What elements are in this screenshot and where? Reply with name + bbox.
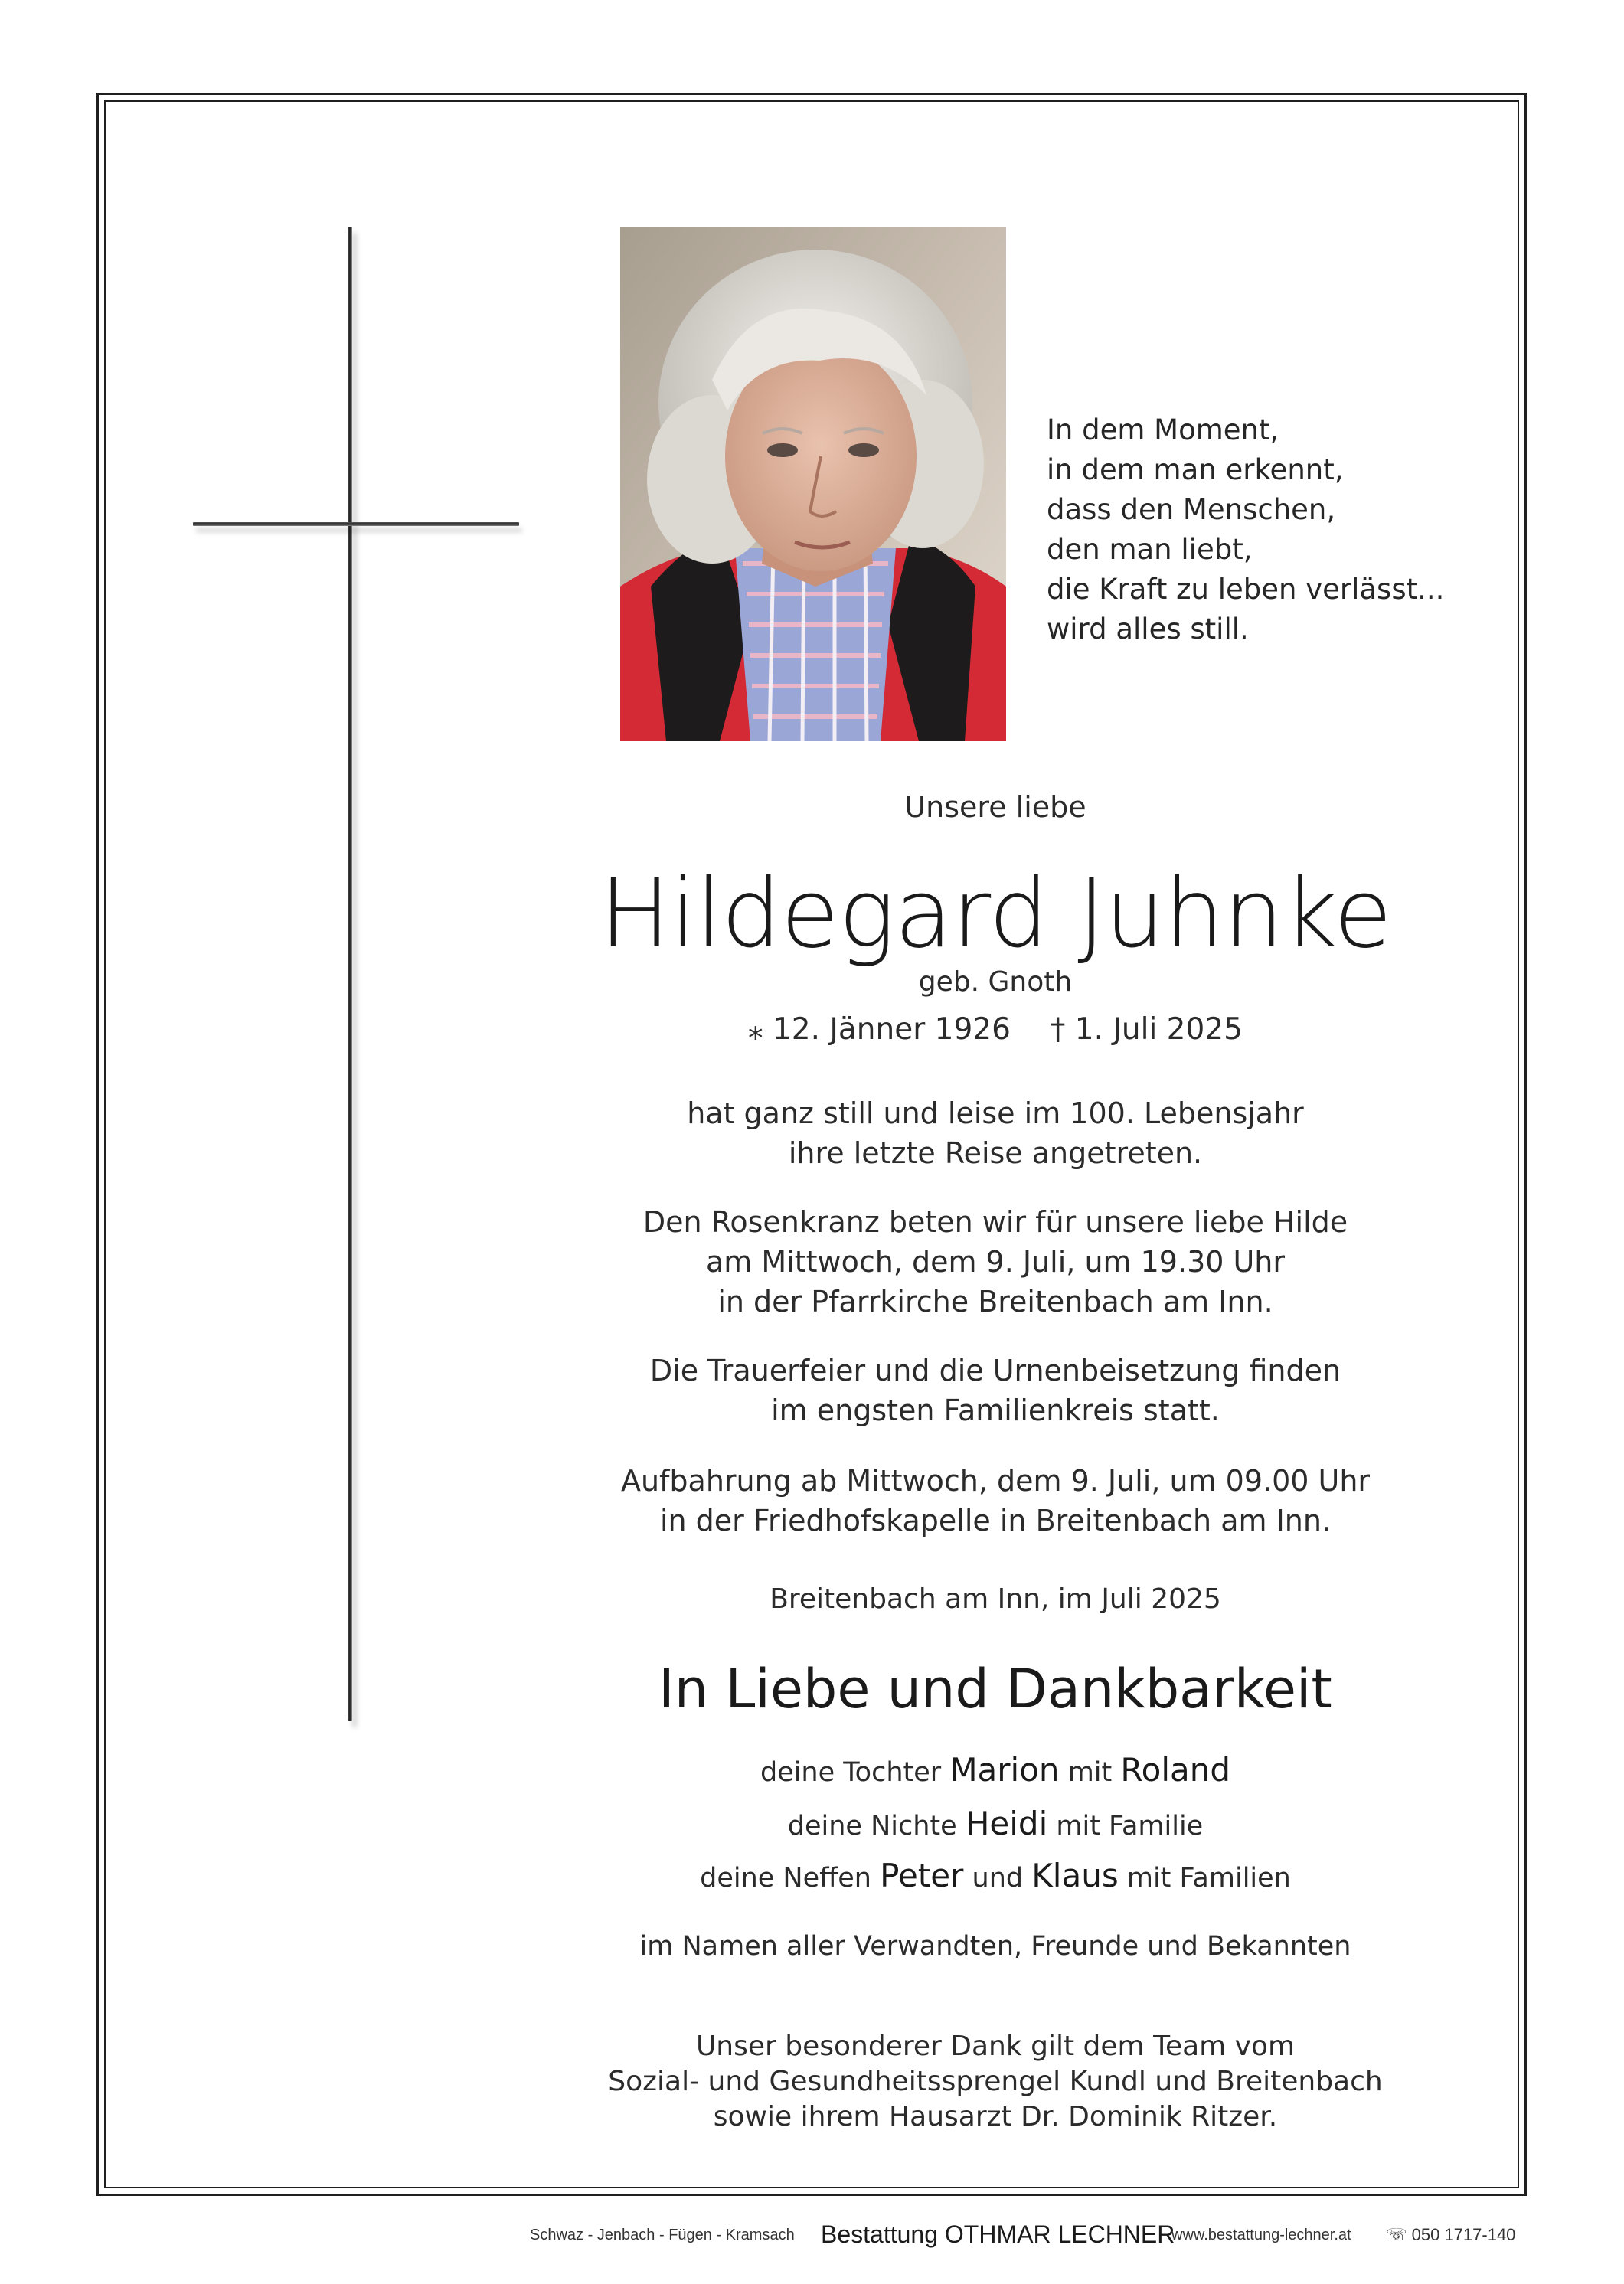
footer-phone[interactable]: ☏ 050 1717-140 bbox=[1386, 2225, 1516, 2244]
family-line-relatives: im Namen aller Verwandten, Freunde und Bekannten bbox=[639, 1931, 1351, 1962]
deceased-name: Hildegard Juhnke bbox=[599, 859, 1392, 969]
maiden-name: geb. Gnoth bbox=[918, 966, 1073, 998]
place-date: Breitenbach am Inn, im Juli 2025 bbox=[770, 1583, 1221, 1615]
family-member-name: Heidi bbox=[965, 1805, 1048, 1842]
thanks-heading: In Liebe und Dankbarkeit bbox=[658, 1658, 1332, 1720]
acknowledgement bbox=[582, 2029, 1409, 2135]
relation-text: deine Nichte bbox=[787, 1811, 957, 1841]
poem-line: den man liebt, bbox=[1047, 533, 1253, 566]
poem-line: dass den Menschen, bbox=[1047, 493, 1336, 526]
intro-text: Unsere liebe bbox=[904, 790, 1086, 824]
viewing-paragraph bbox=[582, 1461, 1409, 1541]
family-member-name: Klaus bbox=[1031, 1857, 1119, 1894]
paragraph-line: im engsten Familienkreis statt. bbox=[771, 1394, 1220, 1427]
connector-text: mit Familie bbox=[1056, 1811, 1204, 1841]
paragraph-line: Den Rosenkranz beten wir für unsere liebe Hilde bbox=[642, 1205, 1348, 1239]
announcement-paragraph bbox=[582, 1093, 1409, 1173]
cross-horizontal-beam bbox=[193, 522, 519, 526]
poem-line: wird alles still. bbox=[1047, 613, 1249, 645]
portrait-illustration bbox=[620, 227, 1006, 741]
paragraph-line: Die Trauerfeier und die Urnenbeisetzung finden bbox=[649, 1354, 1341, 1387]
family-line-daughter bbox=[582, 1752, 1409, 1791]
relation-text: deine Neffen bbox=[700, 1863, 871, 1894]
paragraph-line: Aufbahrung ab Mittwoch, dem 9. Juli, um 09.00 Uhr bbox=[620, 1464, 1371, 1498]
poem-line: in dem man erkennt, bbox=[1047, 453, 1344, 486]
family-member-name: Roland bbox=[1120, 1751, 1231, 1789]
funeral-paragraph bbox=[582, 1351, 1409, 1430]
poem-line: In dem Moment, bbox=[1047, 413, 1279, 446]
paragraph-line: in der Pfarrkirche Breitenbach am Inn. bbox=[717, 1285, 1273, 1318]
cross-vertical-beam bbox=[348, 227, 352, 1721]
portrait-photo bbox=[620, 227, 1006, 741]
footer bbox=[0, 2219, 1624, 2250]
birth-date: ⁎ 12. Jänner 1926 bbox=[748, 1012, 1011, 1047]
poem bbox=[1047, 410, 1475, 649]
poem-line: die Kraft zu leben verlässt... bbox=[1047, 573, 1445, 606]
family-line-nephews bbox=[582, 1858, 1409, 1897]
life-dates bbox=[582, 1012, 1409, 1047]
footer-towns: Schwaz - Jenbach - Fügen - Kramsach bbox=[530, 2227, 795, 2243]
family-line-niece bbox=[582, 1805, 1409, 1845]
family-member-name: Peter bbox=[880, 1857, 964, 1894]
rosary-paragraph bbox=[582, 1202, 1409, 1322]
paragraph-line: hat ganz still und leise im 100. Lebensjahr bbox=[687, 1096, 1304, 1130]
death-date: † 1. Juli 2025 bbox=[1050, 1012, 1243, 1047]
paragraph-line: ihre letzte Reise angetreten. bbox=[788, 1136, 1203, 1170]
connector-text: mit Familien bbox=[1126, 1863, 1291, 1894]
paragraph-line: in der Friedhofskapelle in Breitenbach am Inn. bbox=[659, 1504, 1332, 1537]
acknowledgement-line: Unser besonderer Dank gilt dem Team vom bbox=[695, 2031, 1296, 2062]
acknowledgement-line: sowie ihrem Hausarzt Dr. Dominik Ritzer. bbox=[713, 2101, 1278, 2132]
connector-text: mit bbox=[1067, 1757, 1113, 1788]
footer-website[interactable]: www.bestattung-lechner.at bbox=[1171, 2227, 1351, 2243]
family-member-name: Marion bbox=[949, 1751, 1060, 1789]
footer-brand: Bestattung OTHMAR LECHNER bbox=[821, 2220, 1175, 2248]
paragraph-line: am Mittwoch, dem 9. Juli, um 19.30 Uhr bbox=[705, 1245, 1286, 1279]
connector-text: und bbox=[972, 1863, 1024, 1894]
relation-text: deine Tochter bbox=[760, 1757, 942, 1788]
acknowledgement-line: Sozial- und Gesundheitssprengel Kundl und Breitenbach bbox=[608, 2066, 1383, 2097]
